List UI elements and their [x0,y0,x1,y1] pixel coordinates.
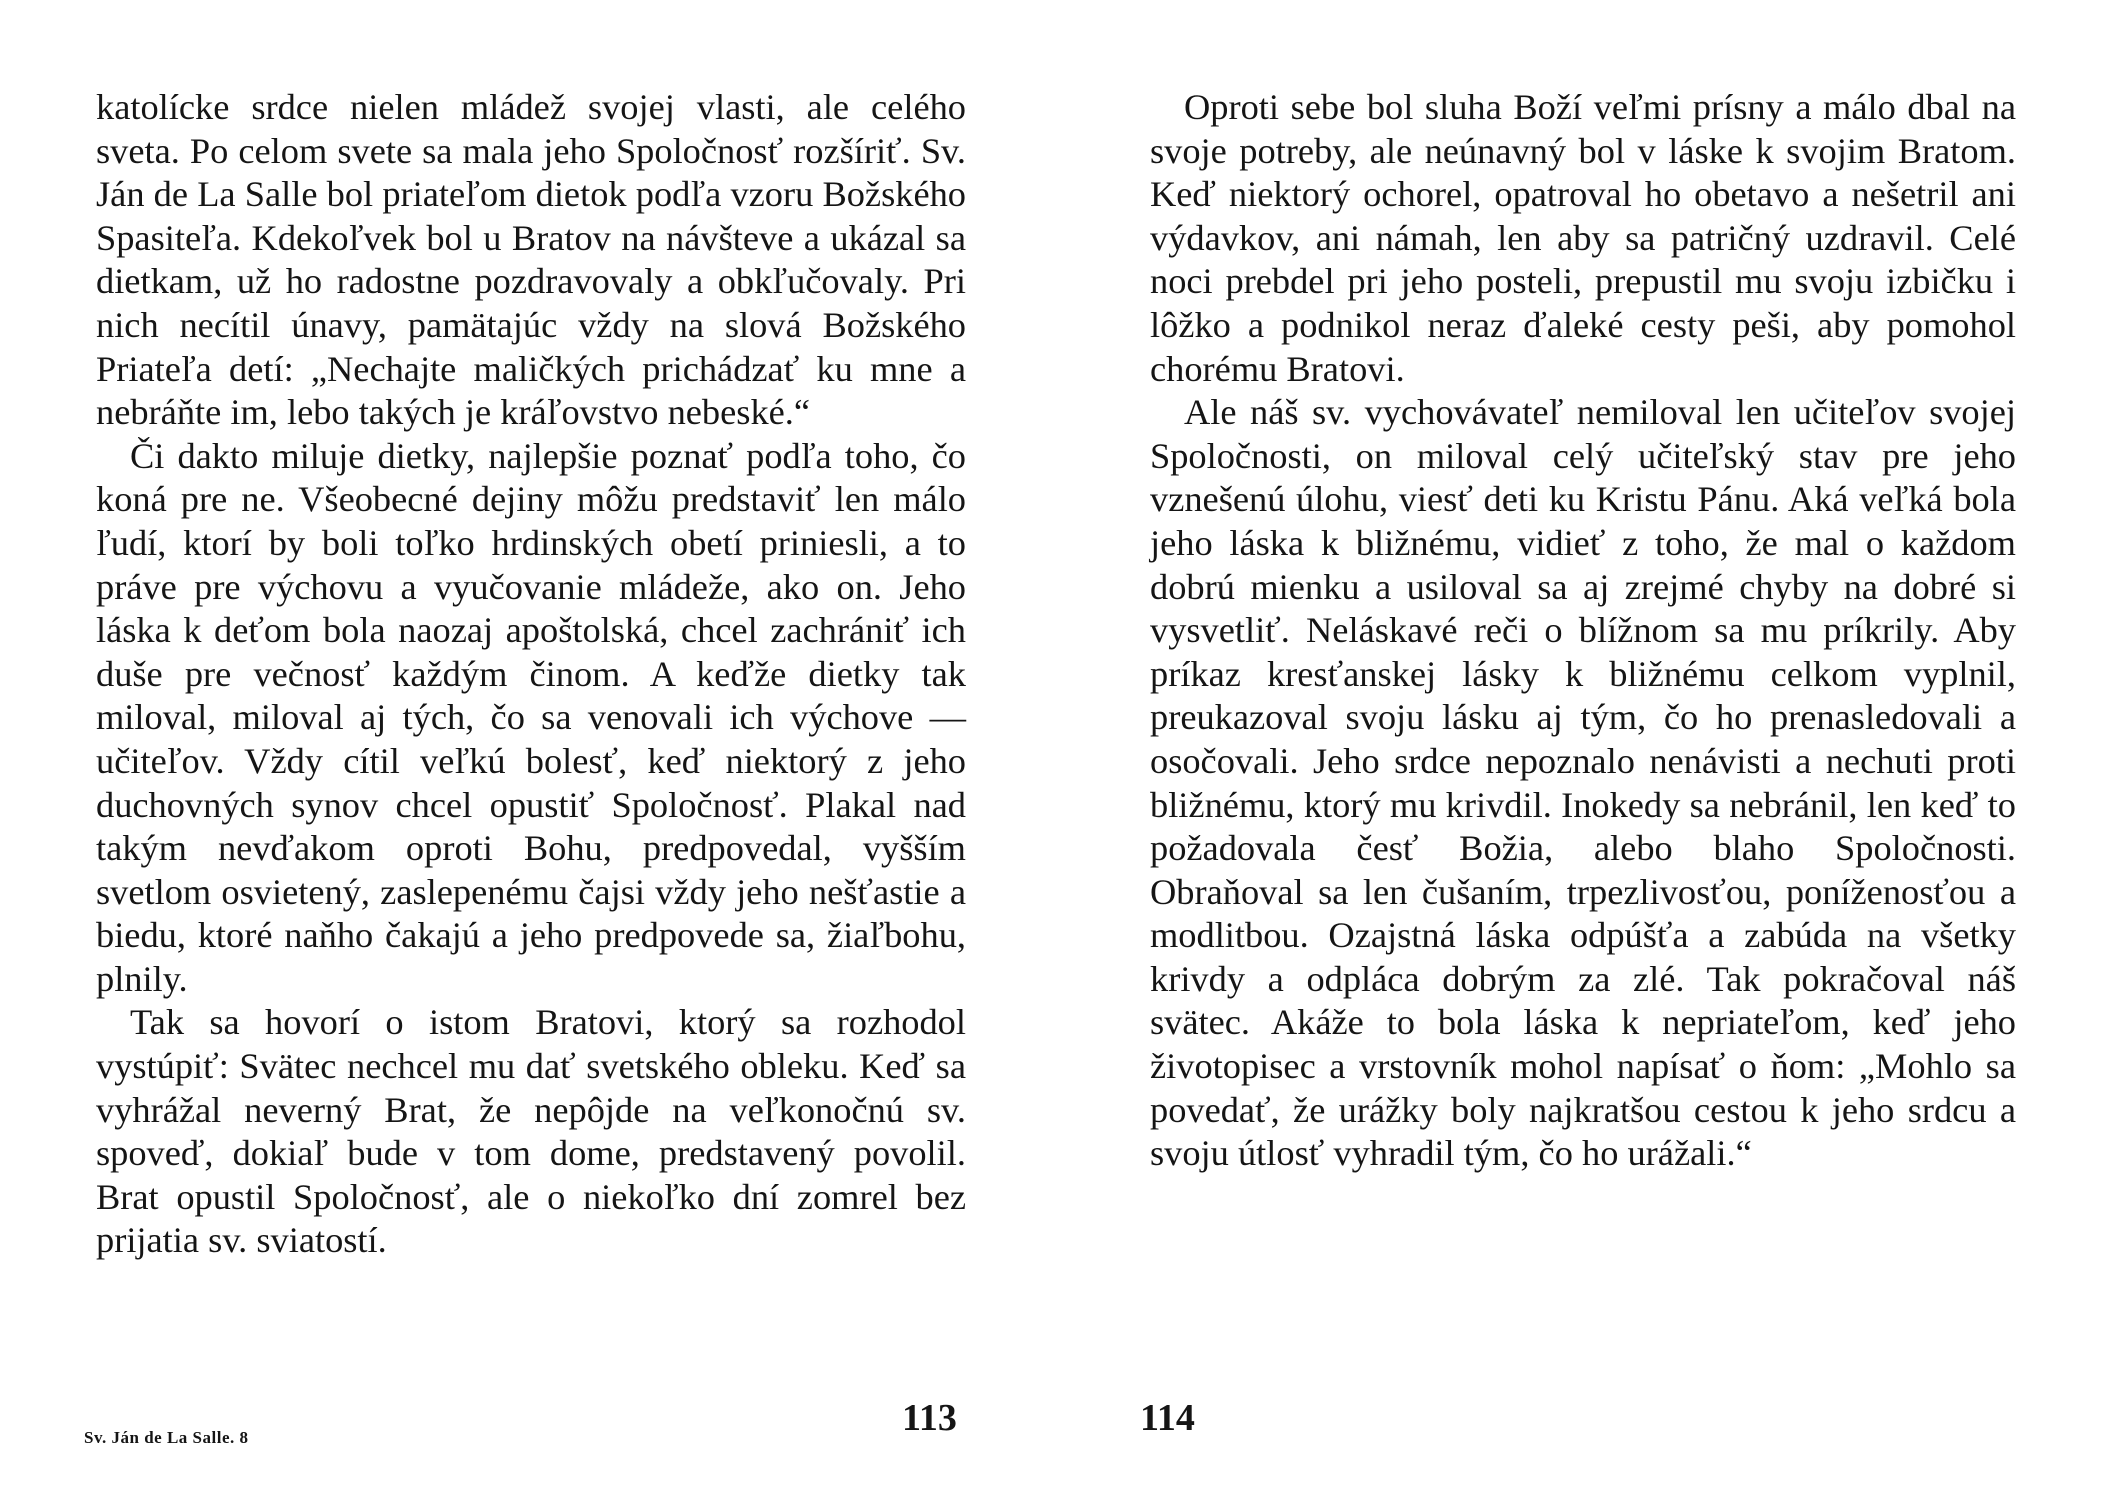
footer-signature: Sv. Ján de La Salle. 8 [84,1428,249,1447]
right-page-text [1150,86,2016,1176]
paragraph: Ale náš sv. vychovávateľ nemiloval len učiteľov svojej Spoločnosti, on miloval celý učiteľský stav pre jeho vznešenú úlohu, viesť deti ku Kristu Pánu. Aká veľká bola jeho láska k bližnému, vidieť z toho, že mal o každom dobrú mienku a usiloval sa aj zrejmé chyby na dobré si vysvetliť. Neláskavé reči o blížnom sa mu príkrily. Aby príkaz kresťanskej lásky k bližnému celkom vyplnil, preukazoval svoju lásku aj tým, čo ho prenasledovali a osočovali. Jeho srdce nepoznalo nenávisti a nechuti proti bližnému, ktorý mu krivdil. Inokedy sa nebránil, len keď to požadovala česť Božia, alebo blaho Spoločnosti. Obraňoval sa len čušaním, trpezlivosťou, poníženosťou a modlitbou. Ozajstná láska odpúšťa a zabúda na všetky krivdy a odpláca dobrým za zlé. Tak pokračoval náš svätec. Akáže to bola láska k nepriateľom, keď jeho životopisec a vrstovník mohol napísať o ňom: „Mohlo sa povedať, že urážky boly najkratšou cestou k jeho srdcu a svoju útlosť vyhradil tým, čo ho urážali.“ [1150,392,2016,1174]
left-page-text [96,86,966,1263]
paragraph: Oproti sebe bol sluha Boží veľmi prísny a málo dbal na svoje potreby, ale neúnavný bol v láske k svojim Bratom. Keď niektorý ochorel, opatroval ho obetavo a nešetril ani výdavkov, ani námah, len aby sa patričný uzdravil. Celé noci prebdel pri jeho posteli, prepustil mu svoju izbičku i lôžko a podnikol neraz ďaleké cesty peši, aby pomohol chorému Bratovi. [1150,87,2016,389]
page-number: 113 [902,1397,957,1439]
page-number: 114 [1140,1397,1195,1439]
right-page [1054,0,2108,1500]
paragraph: Či dakto miluje dietky, najlepšie poznať podľa toho, čo koná pre ne. Všeobecné dejiny môžu predstaviť len málo ľudí, ktorí by boli toľko hrdinských obetí priniesli, a to práve pre výchovu a vyučovanie mládeže, ako on. Jeho láska k deťom bola naozaj apoštolská, chcel zachrániť ich duše pre večnosť každým činom. A keďže dietky tak miloval, miloval aj tých, čo sa venovali ich výchove — učiteľov. Vždy cítil veľkú bolesť, keď niektorý z jeho duchovných synov chcel opustiť Spoločnosť. Plakal nad takým nevďakom oproti Bohu, predpovedal, vyšším svetlom osvietený, zaslepenému čajsi vždy jeho nešťastie a biedu, ktoré naňho čakajú a jeho predpovede sa, žiaľbohu, plnily. [96,435,966,999]
paragraph: Tak sa hovorí o istom Bratovi, ktorý sa rozhodol vystúpiť: Svätec nechcel mu dať svetského obleku. Keď sa vyhrážal neverný Brat, že nepôjde na veľkonočnú sv. spoveď, dokiaľ bude v tom dome, predstavený povolil. Brat opustil Spoločnosť, ale o niekoľko dní zomrel bez prijatia sv. sviatostí. [96,1002,966,1261]
paragraph: katolícke srdce nielen mládež svojej vlasti, ale celého sveta. Po celom svete sa mala jeho Spoločnosť rozšíriť. Sv. Ján de La Salle bol priateľom dietok podľa vzoru Božského Spasiteľa. Kdekoľvek bol u Bratov na návšteve a ukázal sa dietkam, už ho radostne pozdravovaly a obkľučovaly. Pri nich necítil únavy, pamätajúc vždy na slová Božského Priateľa detí: „Nechajte maličkých prichádzať ku mne a nebráňte im, lebo takých je kráľovstvo nebeské.“ [96,87,966,433]
